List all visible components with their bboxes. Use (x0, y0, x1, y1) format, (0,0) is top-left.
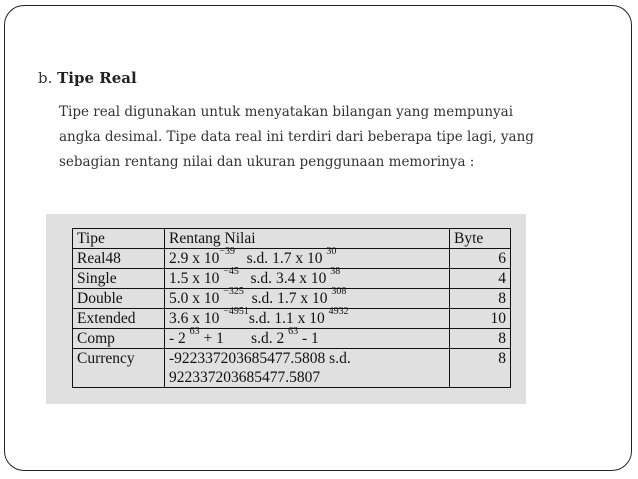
cell-type: Extended (73, 309, 165, 329)
range-from-exp: −4951 (223, 306, 249, 317)
range-sep: s.d. (246, 250, 269, 267)
cell-type: Single (73, 269, 165, 289)
range-to-exp: 4932 (328, 306, 349, 317)
cell-byte: 8 (450, 349, 511, 388)
real-type-table (72, 228, 511, 388)
cell-type: Comp (73, 329, 165, 349)
range-to: 3.4 x 10 (275, 270, 327, 287)
range-from-tail: + 1 (199, 330, 224, 347)
range-from: 5.0 x 10 (169, 290, 220, 307)
range-from-exp: −45 (223, 266, 239, 277)
range-to-exp: 63 (288, 326, 299, 337)
range-from-exp: −325 (223, 286, 244, 297)
table-row (73, 249, 511, 269)
range-to-exp: 30 (326, 246, 337, 257)
table-header-row (73, 229, 511, 249)
cell-range (165, 306, 450, 329)
table-row (73, 289, 511, 309)
description-paragraph (59, 100, 599, 175)
heading-prefix: b. (38, 69, 58, 87)
section-heading (38, 69, 137, 87)
currency-range-line2: 922337203685477.5807 (169, 369, 321, 386)
range-to-exp: 38 (330, 266, 341, 277)
range-from: - 2 (169, 330, 186, 347)
cell-byte: 10 (450, 309, 511, 329)
cell-range (165, 349, 450, 388)
range-to: 1.7 x 10 (272, 250, 323, 267)
paragraph-line: Tipe real digunakan untuk menyatakan bilangan yang mempunyai (59, 104, 514, 120)
cell-range (165, 286, 450, 309)
range-sep: s.d. (248, 310, 271, 327)
cell-range (165, 266, 450, 289)
header-rentang-nilai: Rentang Nilai (165, 229, 450, 249)
range-to: 2 (276, 330, 285, 347)
table-row (73, 269, 511, 289)
cell-byte: 8 (450, 329, 511, 349)
table-row (73, 349, 511, 388)
cell-byte: 4 (450, 269, 511, 289)
range-from: 3.6 x 10 (169, 310, 220, 327)
cell-range (165, 246, 450, 269)
range-to: 1.1 x 10 (274, 310, 325, 327)
header-tipe: Tipe (73, 229, 165, 249)
cell-range (165, 326, 450, 349)
paragraph-line: sebagian rentang nilai dan ukuran penggunaan memorinya : (59, 154, 475, 170)
heading-title: Tipe Real (57, 69, 137, 87)
range-to-exp: 308 (331, 286, 347, 297)
range-from-exp: 63 (189, 326, 200, 337)
range-from-exp: −39 (219, 246, 236, 257)
paragraph-line: angka desimal. Tipe data real ini terdiri dari beberapa tipe lagi, yang (59, 129, 534, 145)
range-to-tail: - 1 (298, 330, 319, 347)
cell-type: Real48 (73, 249, 165, 269)
cell-type: Double (73, 289, 165, 309)
range-sep: s.d. (251, 330, 273, 347)
currency-range-line1: -922337203685477.5808 s.d. (169, 350, 351, 367)
range-sep: s.d. (251, 290, 274, 307)
range-to: 1.7 x 10 (277, 290, 328, 307)
header-byte: Byte (450, 229, 511, 249)
range-from: 1.5 x 10 (169, 270, 220, 287)
range-sep: s.d. (250, 270, 273, 287)
cell-byte: 8 (450, 289, 511, 309)
cell-type: Currency (73, 349, 165, 388)
range-from: 2.9 x 10 (169, 250, 220, 267)
cell-byte: 6 (450, 249, 511, 269)
table-row (73, 329, 511, 349)
